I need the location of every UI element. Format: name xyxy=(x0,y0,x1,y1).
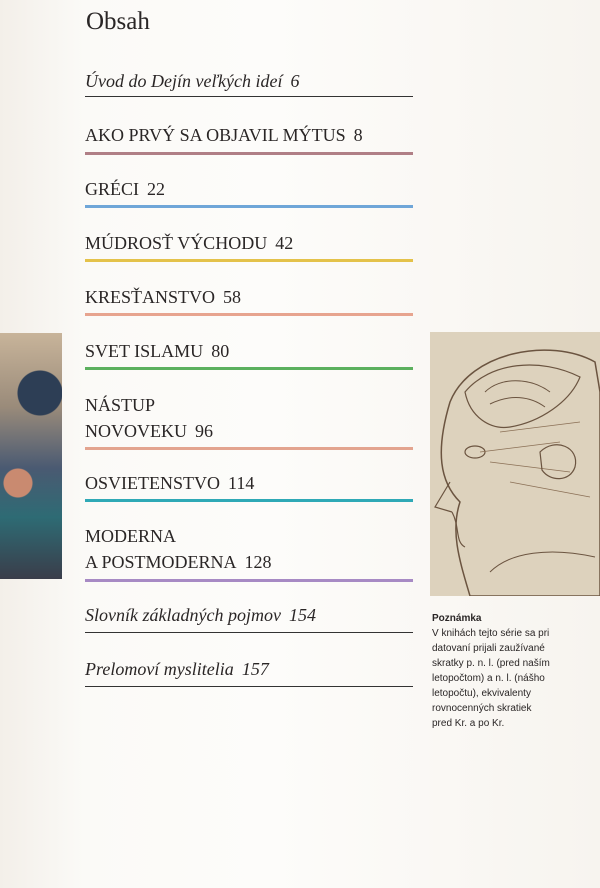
note-line: letopočtu), ekvivalenty xyxy=(432,688,531,699)
toc-entry-label: SVET ISLAMU 80 xyxy=(85,341,230,361)
note-title: Poznámka xyxy=(432,613,482,624)
toc-entry-label-line2: NOVOVEKU 96 xyxy=(85,421,213,441)
toc-entry-page: 114 xyxy=(228,473,255,493)
toc-divider xyxy=(85,205,413,208)
toc-entry-label: MÚDROSŤ VÝCHODU 42 xyxy=(85,233,294,253)
toc-entry-label: AKO PRVÝ SA OBJAVIL MÝTUS 8 xyxy=(85,125,363,145)
toc-divider xyxy=(85,579,413,582)
toc-entry-page: 154 xyxy=(288,605,316,625)
toc-entry-label: GRÉCI 22 xyxy=(85,179,165,199)
note-line: V knihách tejto série sa pri xyxy=(432,628,550,639)
photo-children-street-icon xyxy=(0,333,62,579)
note-box xyxy=(432,611,592,731)
toc-entry-label-line1: MODERNA xyxy=(85,526,177,546)
toc-entry-page: 96 xyxy=(195,421,213,441)
toc-entry-label: Úvod do Dejín veľkých ideí 6 xyxy=(85,71,300,91)
page-title: Obsah xyxy=(86,8,150,35)
sketch-drawing xyxy=(430,332,600,596)
toc-entry-page: 58 xyxy=(223,287,242,307)
toc-divider xyxy=(85,367,413,370)
toc-divider xyxy=(85,632,413,633)
toc-entry-page: 8 xyxy=(353,125,363,145)
toc-entry-label: OSVIETENSTVO 114 xyxy=(85,473,255,493)
toc-entry-page: 22 xyxy=(147,179,165,199)
toc-entry-page: 42 xyxy=(275,233,294,253)
toc-divider xyxy=(85,499,413,502)
toc-entry-page: 80 xyxy=(211,341,230,361)
note-line: rovnocenných skratiek xyxy=(432,703,532,714)
toc-entry-page: 157 xyxy=(241,659,269,679)
toc-entry-page: 128 xyxy=(244,552,272,572)
toc-divider xyxy=(85,152,413,155)
toc-entry-page: 6 xyxy=(290,71,300,91)
toc-divider xyxy=(85,447,413,450)
note-line: skratky p. n. l. (pred naším xyxy=(432,658,550,669)
toc-divider xyxy=(85,313,413,316)
toc-entry-label: KRESŤANSTVO 58 xyxy=(85,287,242,307)
toc-divider xyxy=(85,96,413,97)
toc-entry-label: Prelomoví myslitelia 157 xyxy=(85,659,269,679)
toc-entry-label-line1: NÁSTUP xyxy=(85,395,156,415)
toc-divider xyxy=(85,686,413,687)
note-line: letopočtom) a n. l. (nášho xyxy=(432,673,545,684)
note-line: datovaní prijali zaužívané xyxy=(432,643,545,654)
toc-divider xyxy=(85,259,413,262)
leonardo-head-anatomy-sketch-icon xyxy=(430,332,600,596)
note-line: pred Kr. a po Kr. xyxy=(432,718,505,729)
toc-entry-label: Slovník základných pojmov 154 xyxy=(85,605,316,625)
toc-entry-label-line2: A POSTMODERNA 128 xyxy=(85,552,272,572)
